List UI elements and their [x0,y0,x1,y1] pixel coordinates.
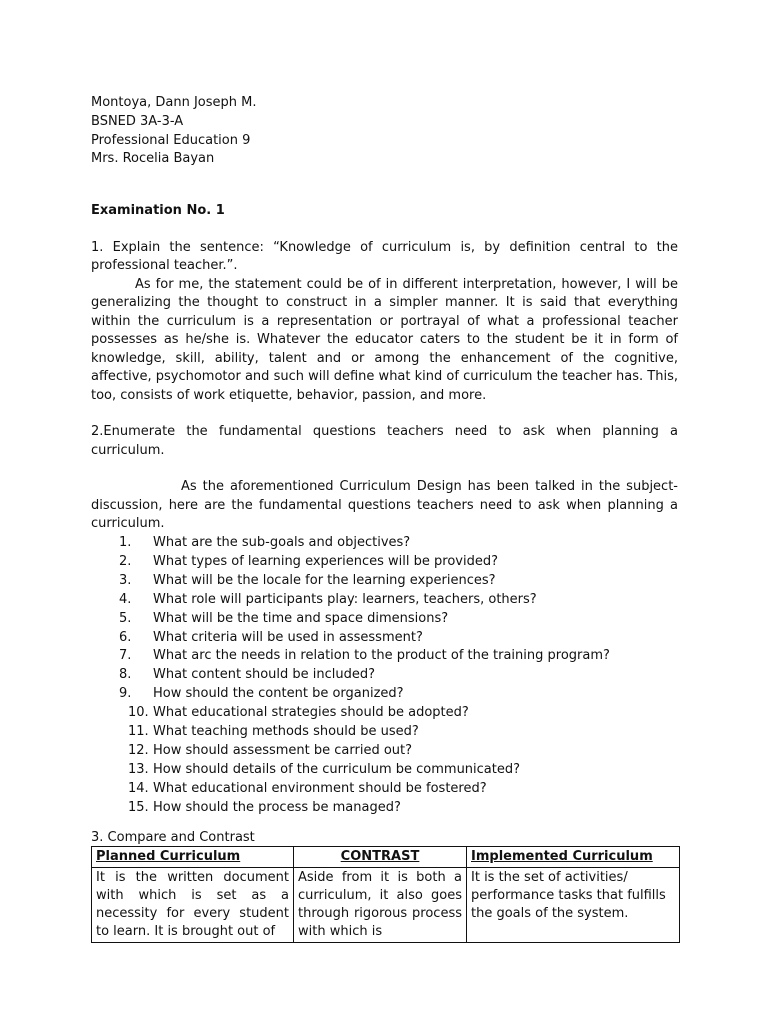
list-item-number: 13. [128,761,149,777]
question-3-title: 3. Compare and Contrast [91,829,255,845]
list-item-number: 3. [119,572,132,588]
cell-contrast: Aside from it is both a curriculum, it also goes through rigorous process with which is [294,867,467,942]
list-item-text: What are the sub-goals and objectives? [153,534,411,550]
cell-planned-curriculum: It is the written document with which is set as a necessity for every student to learn. It is brought out of [92,867,294,942]
header-contrast: CONTRAST [294,846,467,867]
list-item-text: How should the process be managed? [153,799,401,815]
list-item-number: 14. [128,780,149,796]
list-item [91,799,678,818]
question-3 [91,830,678,943]
table-header-row [92,846,680,867]
question-1-answer: As for me, the statement could be of in different interpretation, however, I will be generalizing the thought to construct in a simpler manner. It is said that everything within the curriculum is a representation or portrayal of what a professional teacher possesses as he/she is. Whatever the educator caters to the student be it in form of knowledge, skill, ability, talent and or among the enhancement of the cognitive, affective, psychomotor and such will define what kind of curriculum the teacher has. This, too, consists of work etiquette, behavior, passion, and more. [91,276,678,403]
list-item [91,553,678,572]
question-2-intro: As the aforementioned Curriculum Design has been talked in the subject-discussion, here are the fundamental questions teachers need to ask when planning a curriculum. [91,479,678,532]
list-item-number: 8. [119,667,132,683]
list-item-text: What teaching methods should be used? [153,724,419,740]
list-item-number: 10. [128,705,149,721]
list-item-number: 1. [119,534,132,550]
list-item-text: What will be the locale for the learning experiences? [153,572,496,588]
list-item [91,685,678,704]
student-section: BSNED 3A-3-A [91,113,184,129]
list-item-text: What role will participants play: learners, teachers, others? [153,591,537,607]
question-2-text: 2.Enumerate the fundamental questions teachers need to ask when planning a curriculum. [91,424,678,458]
compare-contrast-table [91,846,680,943]
header-implemented-curriculum: Implemented Curriculum [467,846,680,867]
list-item-text: What types of learning experiences will be provided? [153,553,498,569]
list-item [91,534,678,553]
list-item-number: 5. [119,610,132,626]
list-item-number: 9. [119,686,132,702]
list-item-number: 6. [119,629,132,645]
list-item-number: 15. [128,799,149,815]
instructor-name: Mrs. Rocelia Bayan [91,151,215,167]
table-row [92,867,680,942]
list-item [91,780,678,799]
question-1-text: 1. Explain the sentence: “Knowledge of curriculum is, by definition central to the professional teacher.”. [91,239,678,274]
course-name: Professional Education 9 [91,132,251,148]
list-item [91,761,678,780]
list-item [91,742,678,761]
list-item-text: How should details of the curriculum be communicated? [153,761,521,777]
list-item-text: How should the content be organized? [153,686,404,702]
document-page [91,94,678,943]
cell-implemented-curriculum: It is the set of activities/ performance tasks that fulfills the goals of the system. [467,867,680,942]
list-item [91,591,678,610]
question-2 [91,423,678,817]
list-item-text: What educational environment should be fostered? [153,780,487,796]
list-item-number: 7. [119,648,132,664]
student-name: Montoya, Dann Joseph M. [91,95,257,110]
list-item-number: 11. [128,724,149,740]
list-item-number: 12. [128,742,149,758]
list-item-text: What will be the time and space dimensions? [153,610,449,626]
list-item-text: What arc the needs in relation to the product of the training program? [153,648,610,664]
list-item-number: 2. [119,553,132,569]
list-item [91,610,678,629]
student-header [91,94,678,169]
list-item [91,572,678,591]
list-item-text: How should assessment be carried out? [153,742,413,758]
exam-title: Examination No. 1 [91,203,225,219]
question-list [91,534,678,818]
list-item-number: 4. [119,591,132,607]
list-item [91,704,678,723]
list-item [91,629,678,648]
list-item-text: What content should be included? [153,667,376,683]
list-item-text: What criteria will be used in assessment? [153,629,423,645]
list-item-text: What educational strategies should be adopted? [153,705,469,721]
list-item [91,723,678,742]
list-item [91,666,678,685]
question-1 [91,239,678,406]
header-planned-curriculum: Planned Curriculum [92,846,294,867]
list-item [91,647,678,666]
